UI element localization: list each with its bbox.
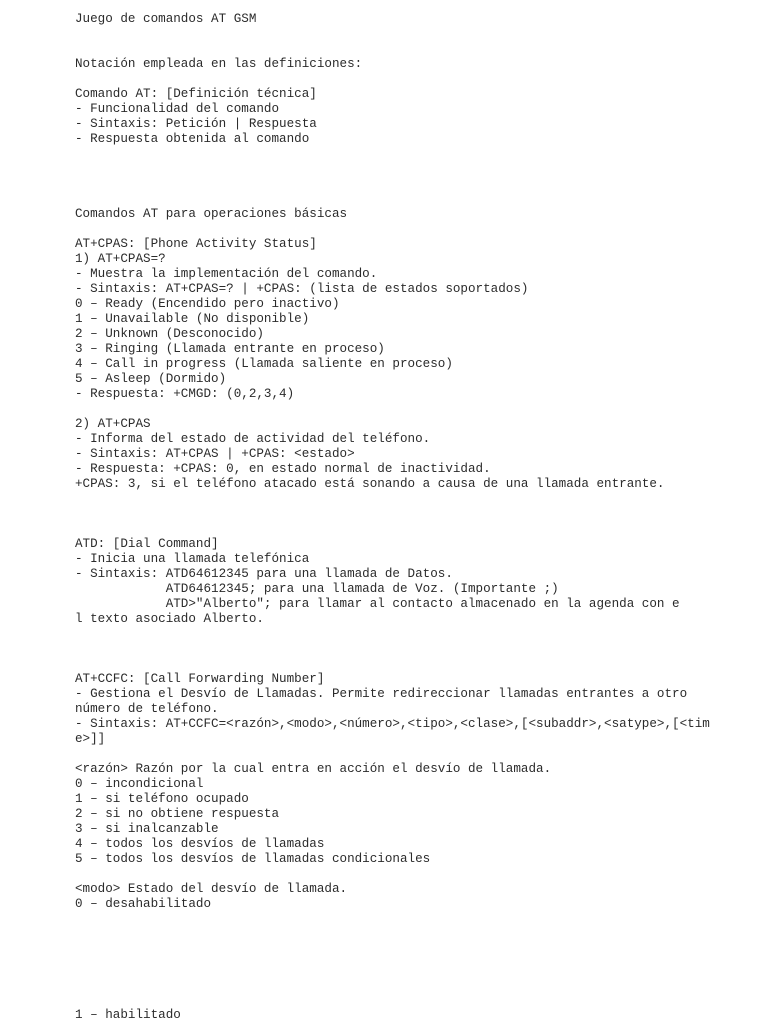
ccfc-header: AT+CCFC: [Call Forwarding Number] [75,672,325,686]
document-body [75,12,728,1023]
ccfc-line: e>]] [75,732,106,746]
atd-line: - Inicia una llamada telefónica [75,552,310,566]
razon-line: 1 – si teléfono ocupado [75,792,249,806]
atd-line: l texto asociado Alberto. [75,612,264,626]
atd-line: ATD>"Alberto"; para llamar al contacto almacenado en la agenda con e [75,597,680,611]
atd-line: ATD64612345; para una llamada de Voz. (Importante ;) [75,582,559,596]
notation-line: - Sintaxis: Petición | Respuesta [75,117,317,131]
section-heading-basic: Comandos AT para operaciones básicas [75,207,348,221]
cpas-header: AT+CPAS: [Phone Activity Status] [75,237,317,251]
razon-line: 5 – todos los desvíos de llamadas condicionales [75,852,431,866]
cpas-line: +CPAS: 3, si el teléfono atacado está sonando a causa de una llamada entrante. [75,477,665,491]
ccfc-line: - Sintaxis: AT+CCFC=<razón>,<modo>,<número>,<tipo>,<clase>,[<subaddr>,<satype>,[<tim [75,717,710,731]
cpas-line: - Informa del estado de actividad del teléfono. [75,432,431,446]
cpas-line: 2 – Unknown (Desconocido) [75,327,264,341]
razon-line: 4 – todos los desvíos de llamadas [75,837,325,851]
cpas-line: 3 – Ringing (Llamada entrante en proceso) [75,342,385,356]
cpas-line: 1 – Unavailable (No disponible) [75,312,310,326]
razon-line: 2 – si no obtiene respuesta [75,807,280,821]
cpas-line: 5 – Asleep (Dormido) [75,372,227,386]
notation-line: Comando AT: [Definición técnica] [75,87,317,101]
doc-title: Juego de comandos AT GSM [75,12,257,26]
cpas-line: 0 – Ready (Encendido pero inactivo) [75,297,340,311]
atd-line: - Sintaxis: ATD64612345 para una llamada de Datos. [75,567,453,581]
cpas-line: - Sintaxis: AT+CPAS=? | +CPAS: (lista de estados soportados) [75,282,529,296]
notation-line: - Respuesta obtenida al comando [75,132,310,146]
ccfc-line: número de teléfono. [75,702,219,716]
modo-line-tail: 1 – habilitado [75,1008,181,1022]
razon-line: 0 – incondicional [75,777,204,791]
cpas-line: - Respuesta: +CPAS: 0, en estado normal de inactividad. [75,462,491,476]
cpas-line: 2) AT+CPAS [75,417,151,431]
cpas-line: - Respuesta: +CMGD: (0,2,3,4) [75,387,295,401]
atd-header: ATD: [Dial Command] [75,537,219,551]
modo-line: 0 – desahabilitado [75,897,212,911]
cpas-line: 1) AT+CPAS=? [75,252,166,266]
ccfc-line: - Gestiona el Desvío de Llamadas. Permite redireccionar llamadas entrantes a otro [75,687,688,701]
cpas-line: - Muestra la implementación del comando. [75,267,378,281]
notation-heading: Notación empleada en las definiciones: [75,57,363,71]
razon-line: 3 – si inalcanzable [75,822,219,836]
modo-line: <modo> Estado del desvío de llamada. [75,882,348,896]
razon-line: <razón> Razón por la cual entra en acción el desvío de llamada. [75,762,552,776]
cpas-line: 4 – Call in progress (Llamada saliente en proceso) [75,357,453,371]
notation-line: - Funcionalidad del comando [75,102,280,116]
cpas-line: - Sintaxis: AT+CPAS | +CPAS: <estado> [75,447,355,461]
